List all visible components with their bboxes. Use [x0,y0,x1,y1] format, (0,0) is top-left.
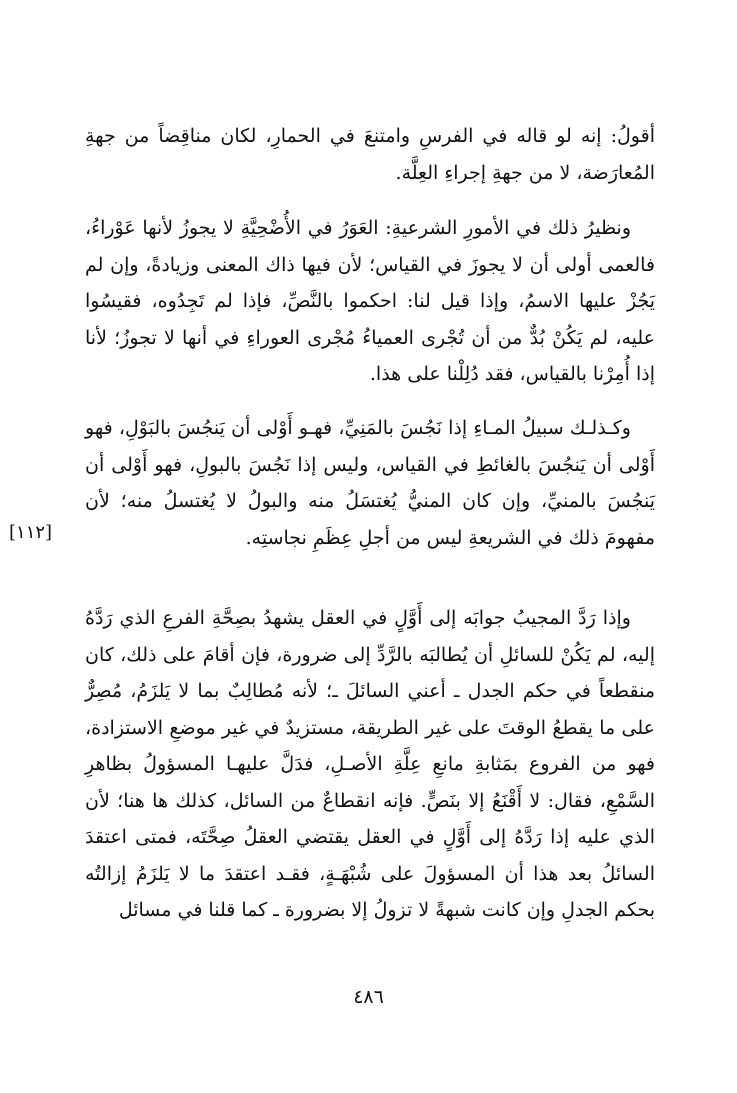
page-number: ٤٨٦ [353,986,384,1008]
margin-reference-number: [١١٢] [9,522,53,543]
paragraph-2: ونظيرُ ذلك في الأمورِ الشرعيةِ: العَوَرُ في الأُضْحِيَّةِ لا يجوزُ لأنها عَوْراءُ، فالعمى أولى أن لا يجوزَ في القياس؛ لأن فيها ذاك المعنى وزيادةً، وإن لم يَجُزْ عليها الاسمُ، وإذا قيل لنا: احكموا بالنَّصِّ، فإذا لم تَجِدُوه، فقيسُوا عليه، لم يَكُنْ بُدٌّ من أن تُجْرى العمياءُ مُجْرى العوراءِ في أنها لا تجوزُ؛ لأنا إذا أُمِرْنا بالقياس، فقد دُلِلْنا على هذا. [85,217,655,385]
paragraph-3: وكـذلـك سبيلُ المـاءِ إذا نَجُسَ بالمَنِيِّ، فهـو أَوْلى أن يَنجُسَ بالبَوْلِ، فهو أَوْلى أن يَنجُسَ بالغائطِ في القياس، وليس إذا نَجُسَ بالبولِ، فهو أَوْلى أن يَنجُسَ بالمنيِّ، وإن كان المنيُّ يُغتسَلُ منه والبولُ لا يُغتسلُ منه؛ لأن مفهومَ ذلك في الشريعةِ ليس من أجلِ عِظَمِ نجاستِه. [85,417,655,549]
paragraph-1: أقولُ: إنه لو قاله في الفرسِ وامتنعَ في الحمارِ، لكان مناقِضاً من جهةِ المُعارَضة، لا من جهةِ إجراءِ العِلَّة. [85,125,655,184]
paragraph-4: وإذا رَدَّ المجيبُ جوابَه إلى أَوَّلٍ في العقل يشهدُ بصِحَّةِ الفرعِ الذي رَدَّهُ إليه، لم يَكُنْ للسائلِ أن يُطالبَه بالرَّدِّ إلى ضرورة، فإن أقامَ على ذلك، كان منقطعاً في حكم الجدل ـ أعني السائلَ ـ؛ لأنه مُطالِبٌ بما لا يَلزَمُ، مُصِرٌّ على ما يقطعُ الوقتَ على غير الطريقة، مستزيدٌ في غير موضعِ الاستزادة، فهو من الفروع بمَثابةِ مانعِ عِلَّةِ الأصـلِ، فدَلَّ عليهـا المسؤولُ بظاهرِ السَّمْعِ، فقال: لا أَقْنَعُ إلا بنَصٍّ. فإنه انقطاعٌ من السائل، كذلك ها هنا؛ لأن الذي عليه إذا رَدَّهُ إلى أَوَّلٍ في العقل يقتضي العقلُ صِحَّتَه، فمتى اعتقدَ السائلُ بعد هذا أن المسؤولَ على شُبْهَـةٍ، فقـد اعتقدَ ما لا يَلزَمُ إزالتُه بحكم الجدلِ وإن كانت شبهةً لا تزولُ إلا بضرورة ـ كما قلنا في مسائل [85,607,655,921]
